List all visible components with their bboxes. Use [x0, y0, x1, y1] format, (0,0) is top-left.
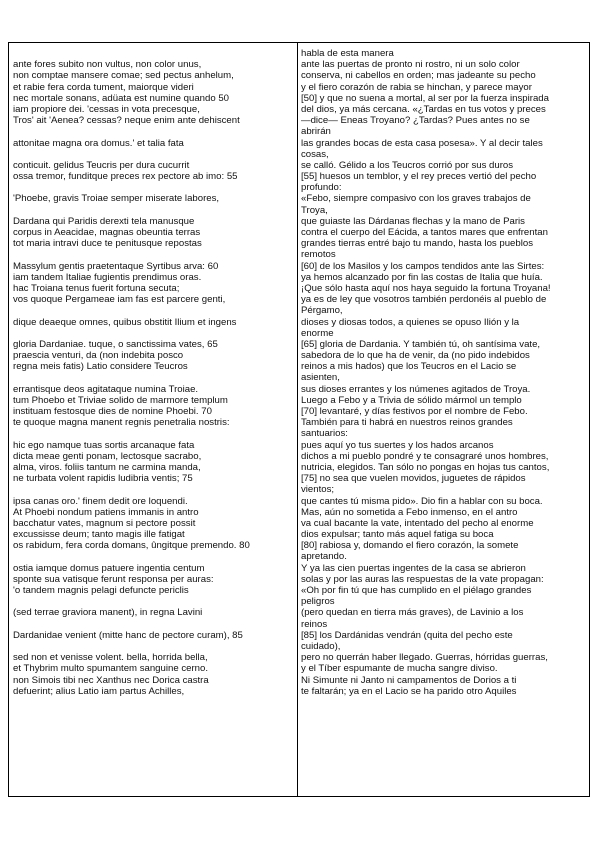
spanish-translation-line: apretando.: [301, 551, 347, 563]
spanish-translation-line: santuarios:: [301, 428, 348, 440]
latin-verse-line: [13, 205, 294, 216]
latin-verse-line: hac Troiana tenus fuerit fortuna secuta;: [13, 282, 180, 294]
spanish-translation-line: [55] huesos un temblor, y el rey preces vertió del pecho: [301, 171, 537, 183]
spanish-translation-line: sabedora de lo que ha de venir, da (no pido indebidos: [301, 350, 530, 362]
spanish-translation-line: dioses y diosas todos, a quienes se opuso Ilión y la: [301, 316, 520, 328]
spanish-translation-line: profundo:: [301, 182, 342, 194]
spanish-translation-line: te faltarán; ya en el Lacio se ha parido otro Aquiles: [301, 685, 517, 697]
latin-verse-line: te quoque magna manent regnis penetralia nostris:: [13, 417, 230, 429]
spanish-translation-line: [65] gloria de Dardania. Y también tú, oh santísima vate,: [301, 338, 541, 350]
spanish-translation-line: habla de esta manera: [301, 48, 394, 59]
spanish-translation-line: dios expulsar; tanto más aquel fatiga su boca: [301, 529, 494, 541]
spanish-translation-line: conserva, ni cabellos en orden; mas jadeante su pecho: [301, 70, 536, 82]
spanish-translation-line: y el fiero corazón de rabia se hinchan, y parece mayor: [301, 81, 532, 93]
spanish-translation-line: [60] de los Masilos y los campos tendidos ante las Sirtes:: [301, 260, 545, 272]
spanish-translation-line: reinos: [301, 618, 328, 630]
spanish-translation-line: contra el cuerpo del Eácida, a tantos mares que enfrentan: [301, 227, 548, 238]
latin-verse-line: defuerint; alius Latio iam partus Achilles,: [13, 685, 185, 697]
spanish-translation-line: abrirán: [301, 126, 331, 138]
spanish-translation-line: va cual bacante la vate, intentado del pecho al enorme: [301, 517, 534, 529]
latin-column: [13, 48, 294, 697]
latin-verse-line: [13, 551, 294, 562]
latin-verse-line: hic ego namque tuas sortis arcanaque fata: [13, 439, 195, 451]
spanish-translation-line: [75] no sea que vuelen movidos, juguetes de rápidos: [301, 473, 526, 485]
spanish-translation-line: reinos a mis hados) que los Teucros en el Lacio se: [301, 361, 517, 373]
latin-verse-line: [13, 619, 294, 630]
latin-verse-line: Dardana qui Paridis derexti tela manusque: [13, 215, 195, 227]
spanish-column: [301, 48, 587, 697]
latin-verse-line: [13, 596, 294, 607]
latin-verse-line: Massylum gentis praetentaque Syrtibus arva: 60: [13, 260, 219, 272]
spanish-translation-line: Y ya las cien puertas ingentes de la casa se abrieron: [301, 562, 526, 574]
spanish-translation-line: y el Tíber espumante de mucha sangre diviso.: [301, 663, 498, 675]
latin-verse-line: nec mortale sonans, adüata est numine quando 50: [13, 92, 230, 104]
spanish-translation-line: (pero quedan en tierra más graves), de Lavinio a los: [301, 607, 524, 619]
latin-verse-line: [13, 372, 294, 383]
spanish-translation-line: del dios, ya más cercana. «¿Tardas en tus votos y preces: [301, 103, 546, 115]
latin-verse-line: errantisque deos agitataque numina Troiae.: [13, 383, 199, 395]
spanish-translation-line: que guiaste las Dárdanas flechas y la mano de Paris: [301, 215, 525, 227]
spanish-translation-line: asienten,: [301, 372, 340, 384]
spanish-translation-line: se calló. Gélido a los Teucros corrió por sus duros: [301, 159, 514, 171]
latin-verse-line: iam tandem Italiae fugientis prendimus oras.: [13, 271, 202, 283]
latin-verse-line: praescia venturi, da (non indebita posco: [13, 350, 184, 362]
latin-verse-line: [13, 149, 294, 160]
latin-verse-line: ne turbata volent rapidis ludibria ventis; 75: [13, 473, 193, 485]
latin-verse-line: non comptae mansere comae; sed pectus anhelum,: [13, 70, 234, 82]
latin-verse-line: attonitae magna ora domus.' et talia fata: [13, 137, 184, 149]
latin-verse-line: gloria Dardaniae. tuque, o sanctissima vates, 65: [13, 338, 218, 350]
latin-verse-line: Tros' ait 'Aenea? cessas? neque enim ante dehiscent: [13, 115, 240, 127]
spanish-translation-line: [80] rabiosa y, domando el fiero corazón, la somete: [301, 540, 519, 552]
spanish-translation-line: También para ti habrá en nuestros reinos grandes: [301, 417, 513, 429]
latin-verse-line: regna meis fatis) Latio considere Teucros: [13, 361, 188, 373]
spanish-translation-line: pero no querrán haber llegado. Guerras, hórridas guerras,: [301, 652, 548, 664]
spanish-translation-line: [50] y que no suena a mortal, al ser por la fuerza inspirada: [301, 92, 549, 104]
spanish-translation-line: ya hemos alcanzado por fin las costas de Italia que huía.: [301, 271, 543, 283]
spanish-translation-line: «Oh por fin tú que has cumplido en el piélago grandes: [301, 585, 532, 596]
spanish-translation-line: que cantes tú misma pido». Dio fin a hablar con su boca.: [301, 495, 543, 507]
column-divider: [297, 43, 298, 796]
spanish-translation-line: Troya,: [301, 204, 328, 216]
latin-verse-line: dique deaeque omnes, quibus obstitit Ilium et ingens: [13, 316, 237, 328]
spanish-translation-line: Mas, aún no sometida a Febo inmenso, en el antro: [301, 506, 518, 518]
latin-verse-line: 'o tandem magnis pelagi defuncte periclis: [13, 585, 189, 596]
latin-verse-line: dicta meae genti ponam, lectosque sacrabo,: [13, 450, 202, 462]
latin-verse-line: os rabidum, fera corda domans, ûngitque premendo. 80: [13, 540, 250, 552]
latin-verse-line: [13, 249, 294, 260]
spanish-translation-line: sus dioses errantes y los númenes agitados de Troya.: [301, 383, 531, 395]
latin-verse-line: [13, 126, 294, 137]
spanish-translation-line: remotos: [301, 249, 336, 261]
spanish-translation-line: «Febo, siempre compasivo con los graves trabajos de: [301, 193, 531, 205]
spanish-translation-line: [85] los Dardánidas vendrán (quita del pecho este: [301, 629, 513, 641]
bilingual-text-table: [8, 42, 590, 797]
latin-verse-line: At Phoebi nondum patiens immanis in antro: [13, 506, 199, 518]
latin-verse-line: tum Phoebo et Triviae solido de marmore templum: [13, 394, 228, 406]
latin-verse-line: [13, 484, 294, 495]
latin-verse-line: excussisse deum; tanto magis ille fatigat: [13, 529, 185, 541]
spanish-translation-line: enorme: [301, 327, 334, 339]
latin-verse-line: [13, 641, 294, 652]
spanish-translation-line: cosas,: [301, 148, 329, 160]
latin-verse-line: Dardanidae venient (mitte hanc de pectore curam), 85: [13, 629, 243, 641]
spanish-translation-line: Luego a Febo y a Trivia de sólido mármol un templo: [301, 394, 522, 406]
spanish-translation-line: vientos;: [301, 484, 335, 496]
latin-verse-line: ipsa canas oro.' finem dedit ore loquendi.: [13, 495, 188, 507]
latin-verse-line: (sed terrae graviora manent), in regna Lavini: [13, 607, 203, 619]
spanish-translation-line: ante las puertas de pronto ni rostro, ni un solo color: [301, 59, 520, 71]
spanish-translation-line: peligros: [301, 596, 335, 608]
latin-verse-line: ante fores subito non vultus, non color unus,: [13, 59, 202, 71]
latin-verse-line: sed non et venisse volent. bella, horrida bella,: [13, 652, 208, 664]
spanish-translation-line: solas y por las auras las respuestas de la vate propagan:: [301, 573, 544, 585]
latin-verse-line: [13, 328, 294, 339]
spanish-translation-line: Ni Simunte ni Janto ni campamentos de Dorios a ti: [301, 674, 517, 686]
latin-verse-line: alma, viros. foliis tantum ne carmina manda,: [13, 461, 201, 473]
spanish-translation-line: dichos a mi pueblo pondré y te consagraré unos hombres,: [301, 450, 549, 462]
latin-verse-line: [13, 48, 294, 59]
latin-verse-line: [13, 428, 294, 439]
latin-verse-line: 'Phoebe, gravis Troiae semper miserate labores,: [13, 193, 220, 205]
latin-verse-line: ostia iamque domus patuere ingentia centum: [13, 562, 205, 574]
latin-verse-line: tot maria intravi duce te penitusque repostas: [13, 238, 202, 250]
spanish-translation-line: pues aquí yo tus suertes y los hados arcanos: [301, 439, 494, 451]
latin-verse-line: conticuit. gelidus Teucris per dura cucurrit: [13, 159, 190, 171]
spanish-translation-line: cuidado),: [301, 640, 341, 652]
spanish-translation-line: grandes tierras entré bajo tu mando, hasta los pueblos: [301, 238, 533, 250]
spanish-translation-line: nutricia, elegidos. Tan sólo no pongas en hojas tus cantos,: [301, 461, 550, 473]
latin-verse-line: et Thybrim multo spumantem sanguine cerno.: [13, 663, 208, 675]
spanish-translation-line: ¡Que sólo hasta aquí nos haya seguido la fortuna Troyana!: [301, 282, 551, 294]
spanish-translation-line: [70] levantaré, y días festivos por el nombre de Febo.: [301, 406, 528, 417]
latin-verse-line: instituam festosque dies de nomine Phoebi. 70: [13, 406, 212, 417]
latin-verse-line: bacchatur vates, magnum si pectore possit: [13, 517, 196, 529]
latin-verse-line: [13, 305, 294, 316]
latin-verse-line: et rabie fera corda tument, maiorque videri: [13, 81, 194, 93]
spanish-translation-line: ya es de ley que vosotros también perdonéis al pueblo de: [301, 294, 547, 306]
latin-verse-line: corpus in Aeacidae, magnas obeuntia terras: [13, 227, 201, 238]
spanish-translation-line: Pérgamo,: [301, 305, 343, 317]
latin-verse-line: vos quoque Pergameae iam fas est parcere genti,: [13, 294, 226, 306]
spanish-translation-line: las grandes bocas de esta casa posesa». Y al decir tales: [301, 137, 543, 149]
spanish-translation-line: —dice— Eneas Troyano? ¿Tardas? Pues antes no se: [301, 115, 530, 127]
latin-verse-line: non Simois tibi nec Xanthus nec Dorica castra: [13, 674, 209, 686]
latin-verse-line: [13, 182, 294, 193]
latin-verse-line: sponte sua vatisque ferunt responsa per auras:: [13, 573, 214, 585]
latin-verse-line: ossa tremor, funditque preces rex pectore ab imo: 55: [13, 171, 238, 183]
latin-verse-line: iam propiore dei. 'cessas in vota precesque,: [13, 103, 200, 115]
